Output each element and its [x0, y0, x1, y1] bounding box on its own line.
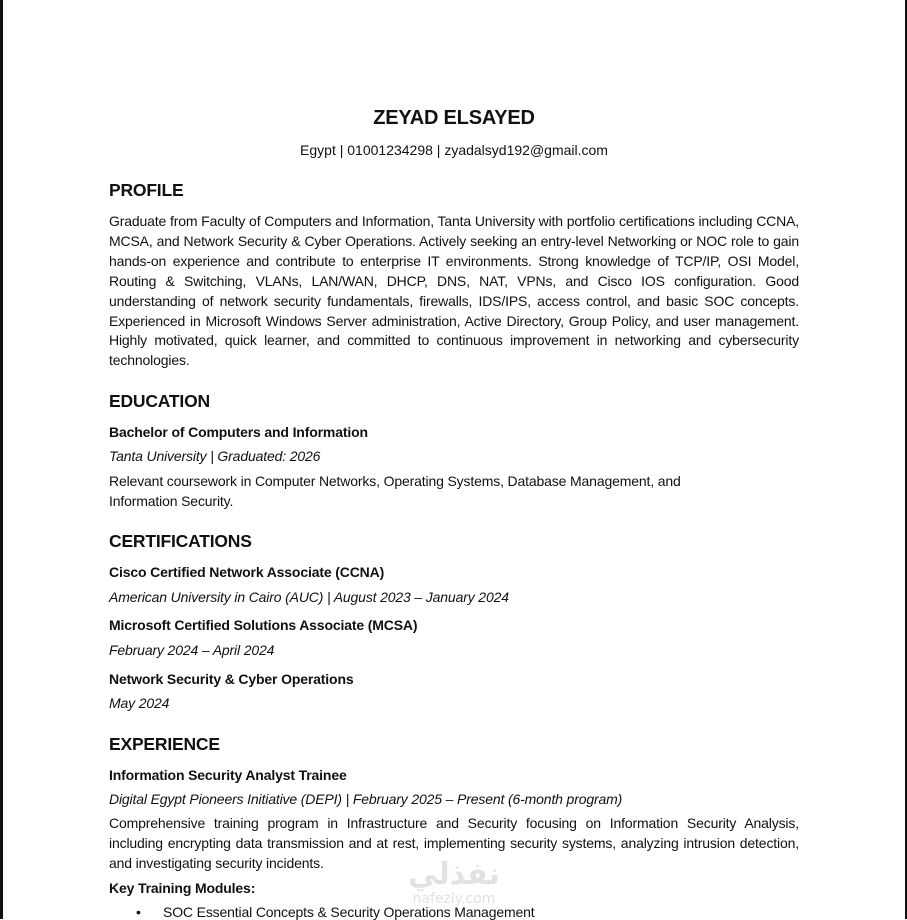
profile-summary: Graduate from Faculty of Computers and Information, Tanta University with portfolio certifications including CCNA, MCSA, and Network Security & Cyber Operations. Actively seeking an entry-level Networking or NOC role to gain hands-on experience and contribute to enterprise IT environments. Strong knowledge of TCP/IP, OSI Model, Routing & Switching, VLANs, LAN/WAN, DHCP, DNS, NAT, VPNs, and Cisco IOS configuration. Good understanding of network security fundamentals, firewalls, IDS/IPS, access control, and basic SOC concepts. Experienced in Microsoft Windows Server administration, Active Directory, Group Policy, and user management. Highly motivated, quick learner, and committed to continuous improvement in networking and cybersecurity technologies. [109, 213, 799, 369]
section-heading-education: EDUCATION [109, 391, 210, 411]
experience-description: Comprehensive training program in Infrastructure and Security focusing on Information Security Analysis, including encrypting data transmission and at rest, implementing security systems, analyzing intrusion detection, and investigating security incidents. [109, 815, 799, 871]
watermark-arabic: نفذلي [408, 857, 500, 892]
certification-title: Network Security & Cyber Operations [109, 671, 354, 687]
education-degree: Bachelor of Computers and Information [109, 424, 368, 440]
experience-organization: Digital Egypt Pioneers Initiative (DEPI) | February 2025 – Present (6-month program) [109, 791, 623, 807]
experience-role: Information Security Analyst Trainee [109, 767, 347, 783]
section-heading-certifications: CERTIFICATIONS [109, 531, 252, 551]
training-module-label: SOC Essential Concepts & Security Operations Management [163, 904, 535, 920]
section-heading-experience: EXPERIENCE [109, 734, 220, 754]
watermark-latin: nafezly.com [412, 891, 496, 907]
certification-meta: February 2024 – April 2024 [109, 642, 275, 658]
section-heading-profile: PROFILE [109, 180, 184, 200]
education-coursework: Relevant coursework in Computer Networks, Operating Systems, Database Management, and Information Security. [109, 473, 681, 509]
contact-line: Egypt | 01001234298 | zyadalsyd192@gmail.com [300, 142, 608, 158]
page-border-left [0, 0, 3, 919]
certification-meta: May 2024 [109, 695, 170, 711]
candidate-name: ZEYAD ELSAYED [373, 107, 535, 129]
certification-meta: American University in Cairo (AUC) | August 2023 – January 2024 [109, 589, 509, 605]
certification-title: Microsoft Certified Solutions Associate (MCSA) [109, 617, 418, 633]
education-institution: Tanta University | Graduated: 2026 [109, 448, 321, 464]
training-modules-heading: Key Training Modules: [109, 880, 256, 896]
bullet-icon: • [136, 904, 141, 920]
certification-title: Cisco Certified Network Associate (CCNA) [109, 564, 385, 580]
